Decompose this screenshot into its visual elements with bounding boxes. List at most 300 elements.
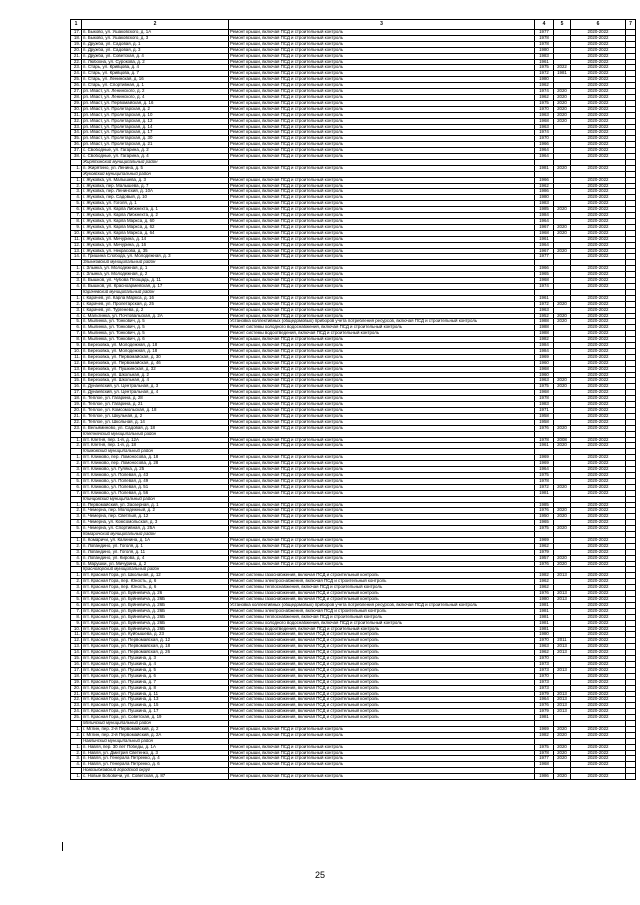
- row-number: 1.: [71, 744, 82, 750]
- year-cell: 1982: [535, 732, 554, 738]
- period-cell: 2020-2022: [571, 656, 626, 662]
- year-cell: 1970: [535, 136, 554, 142]
- row-number: 4.: [71, 472, 82, 478]
- year-cell: 1963: [535, 124, 554, 130]
- year-cell: 1958: [535, 413, 554, 419]
- year-cell: 1962: [535, 83, 554, 89]
- row-number: 31.: [71, 112, 82, 118]
- year2-cell: 1981: [554, 71, 571, 77]
- work-cell: Ремонт крыши, включая ПСД и строительный контроль: [229, 390, 535, 396]
- year2-cell: 2020: [554, 301, 571, 307]
- address-cell: г. Жуковка, ул. Карла Маркса, д. 60: [82, 219, 229, 225]
- year2-cell: 2020: [554, 443, 571, 449]
- work-cell: Ремонт крыши, включая ПСД и строительный контроль: [229, 425, 535, 431]
- year-cell: 1963: [535, 644, 554, 650]
- work-cell: Ремонт крыши, включая ПСД и строительный контроль: [229, 514, 535, 520]
- address-cell: г. Мглин, пер. 2-й Первомайский, д. 2: [82, 726, 229, 732]
- address-cell: г. Карачев, ул. Пролетарская, д. 25: [82, 301, 229, 307]
- year-cell: 1980: [535, 632, 554, 638]
- year2-cell: 2020: [554, 750, 571, 756]
- address-cell: пгт. Клетня, пер. 1-й, д. 18: [82, 443, 229, 449]
- work-cell: Ремонт крыши, включая ПСД и строительный контроль: [229, 443, 535, 449]
- row-number: 12.: [71, 638, 82, 644]
- row-number: 24.: [71, 71, 82, 77]
- address-cell: п. Березовка, ул. Первомайская, д. 46: [82, 360, 229, 366]
- column-header: 4: [535, 20, 554, 30]
- year-cell: 1982: [535, 573, 554, 579]
- address-cell: рп. Иваст, ул. Ленинского, д. 2: [82, 89, 229, 95]
- section-name: Новозыбковский городской округ: [82, 768, 229, 774]
- year-cell: 1969: [535, 537, 554, 543]
- year-cell: 1981: [535, 715, 554, 721]
- year-cell: 1966: [535, 266, 554, 272]
- address-cell: п. Дунаевский, ул. Центральная, д. 4: [82, 390, 229, 396]
- section-name: Жуковский муниципальный район: [82, 171, 229, 177]
- year-cell: 1988: [535, 319, 554, 325]
- address-cell: пгт. Красная Гора, ул. Пушкина, д. 6: [82, 673, 229, 679]
- period-cell: 2020-2022: [571, 77, 626, 83]
- address-cell: г. Жуковка, ул. Мичурина, д. 14: [82, 236, 229, 242]
- work-cell: Ремонт крыши, включая ПСД и строительный контроль: [229, 408, 535, 414]
- period-cell: 2020-2022: [571, 461, 626, 467]
- year-cell: 1981: [535, 620, 554, 626]
- period-cell: 2020-2022: [571, 266, 626, 272]
- work-cell: Ремонт крыши, включая ПСД и строительный контроль: [229, 437, 535, 443]
- address-cell: пгт. Климово, ул. Полевая, д. 49: [82, 478, 229, 484]
- year-cell: 1967: [535, 248, 554, 254]
- year-cell: 1961: [535, 295, 554, 301]
- address-cell: п. Навля, ул. Генерала Петренко, д. 4: [82, 756, 229, 762]
- address-cell: пгт. Красная Гора, ул. Школьная, д. 12: [82, 573, 229, 579]
- section-name: Комаричский муниципальный район: [82, 532, 229, 538]
- year-cell: 1952: [535, 313, 554, 319]
- section-name: Клинцовский муниципальный район: [82, 496, 229, 502]
- period-cell: 2020-2022: [571, 579, 626, 585]
- work-cell: Ремонт системы газоснабжения, включая ПСД и строительный контроль: [229, 661, 535, 667]
- year-cell: 1971: [535, 408, 554, 414]
- year2-cell: 2020: [554, 384, 571, 390]
- work-cell: Ремонт крыши, включая ПСД и строительный контроль: [229, 455, 535, 461]
- period-cell: 2020-2022: [571, 703, 626, 709]
- period-cell: 2020-2022: [571, 472, 626, 478]
- year2-cell: 2020: [554, 726, 571, 732]
- year-cell: 1960: [535, 360, 554, 366]
- year2-cell: 2020: [554, 508, 571, 514]
- address-cell: пгт. Климово, ул. Полевая, д. 51: [82, 484, 229, 490]
- address-cell: п. Жирятино, ул. Ленина, д. 5: [82, 165, 229, 171]
- section-name: Карачевский муниципальный район: [82, 289, 229, 295]
- period-cell: 2020-2022: [571, 100, 626, 106]
- period-cell: 2020-2022: [571, 585, 626, 591]
- column-header: 5: [554, 20, 571, 30]
- period-cell: 2020-2022: [571, 443, 626, 449]
- year-cell: 1975: [535, 384, 554, 390]
- row-number: 25.: [71, 715, 82, 721]
- address-cell: г. Жуковка, ул. Гоголя, д. 1: [82, 201, 229, 207]
- year-cell: 1969: [535, 354, 554, 360]
- period-cell: 2020-2022: [571, 337, 626, 343]
- year-cell: 1981: [535, 602, 554, 608]
- period-cell: 2020-2022: [571, 709, 626, 715]
- work-cell: Ремонт крыши, включая ПСД и строительный контроль: [229, 207, 535, 213]
- work-cell: Ремонт системы водоотведения, включая ПСД и строительный контроль: [229, 331, 535, 337]
- work-cell: Ремонт крыши, включая ПСД и строительный контроль: [229, 750, 535, 756]
- address-cell: пгт. Красная Гора, ул. Буйневича, д. 26: [82, 591, 229, 597]
- row-number: 10.: [71, 626, 82, 632]
- work-cell: Ремонт крыши, включая ПСД и строительный контроль: [229, 762, 535, 768]
- year-cell: 1972: [535, 484, 554, 490]
- period-cell: 2020-2022: [571, 272, 626, 278]
- year-cell: 1986: [535, 774, 554, 780]
- period-cell: 2020-2022: [571, 165, 626, 171]
- year-cell: 1969: [535, 461, 554, 467]
- work-cell: Ремонт крыши, включая ПСД и строительный контроль: [229, 53, 535, 59]
- period-cell: 2020-2022: [571, 343, 626, 349]
- row-number: 4.: [71, 591, 82, 597]
- period-cell: 2020-2022: [571, 219, 626, 225]
- address-cell: пгт. Красная Гора, ул. Пушкина, д. 4: [82, 661, 229, 667]
- year-cell: 1976: [535, 425, 554, 431]
- address-cell: г. Карачев, ул. Карла Маркса, д. 16: [82, 295, 229, 301]
- work-cell: Ремонт крыши, включая ПСД и строительный контроль: [229, 307, 535, 313]
- year-cell: 1968: [535, 230, 554, 236]
- address-cell: пгт. Климово, пер. Ломоносова, д. 18: [82, 455, 229, 461]
- year-cell: 1973: [535, 667, 554, 673]
- period-cell: 2020-2022: [571, 283, 626, 289]
- year2-cell: 2020: [554, 526, 571, 532]
- address-cell: п. Теплое, ул. Гагарина, д. 21: [82, 402, 229, 408]
- year-cell: 1980: [535, 597, 554, 603]
- work-cell: Ремонт крыши, включая ПСД и строительный контроль: [229, 47, 535, 53]
- period-cell: 2020-2022: [571, 35, 626, 41]
- period-cell: 2020-2022: [571, 124, 626, 130]
- year2-cell: 2013: [554, 667, 571, 673]
- row-number: 5.: [71, 526, 82, 532]
- year-cell: 1970: [535, 106, 554, 112]
- work-cell: Ремонт крыши, включая ПСД и строительный контроль: [229, 348, 535, 354]
- address-cell: п. Теплое, ул. Комсомольская, д. 18: [82, 408, 229, 414]
- row-number: 3.: [71, 549, 82, 555]
- work-cell: Ремонт системы газоснабжения, включая ПСД и строительный контроль: [229, 679, 535, 685]
- period-cell: 2020-2022: [571, 632, 626, 638]
- period-cell: 2020-2022: [571, 301, 626, 307]
- work-cell: Ремонт системы газоснабжения, включая ПСД и строительный контроль: [229, 591, 535, 597]
- row-number: 26.: [71, 83, 82, 89]
- row-number: 4.: [71, 283, 82, 289]
- address-cell: пгт. Красная Гора, ул. Советская, д. 19: [82, 715, 229, 721]
- section-name: Жирятинский муниципальный район: [82, 159, 229, 165]
- year-cell: 1979: [535, 709, 554, 715]
- year-cell: 1963: [535, 112, 554, 118]
- column-header: 6: [571, 20, 626, 30]
- period-cell: 2020-2022: [571, 89, 626, 95]
- work-cell: Ремонт крыши, включая ПСД и строительный контроль: [229, 142, 535, 148]
- row-number: 24.: [71, 709, 82, 715]
- work-cell: Ремонт крыши, включая ПСД и строительный контроль: [229, 774, 535, 780]
- page-number: 25: [314, 870, 325, 880]
- row-number: 4.: [71, 520, 82, 526]
- period-cell: 2020-2022: [571, 106, 626, 112]
- address-cell: п. Березовка, ул. Школьная, д. 4: [82, 378, 229, 384]
- year-cell: 1962: [535, 585, 554, 591]
- year-cell: 1975: [535, 100, 554, 106]
- address-cell: пгт. Красная Гора, пер. Юность, д. 6: [82, 579, 229, 585]
- period-cell: 2020-2022: [571, 53, 626, 59]
- period-cell: 2020-2022: [571, 384, 626, 390]
- table-row: [71, 774, 636, 780]
- work-cell: Ремонт системы газоснабжения, включая ПСД и строительный контроль: [229, 691, 535, 697]
- work-cell: Ремонт крыши, включая ПСД и строительный контроль: [229, 106, 535, 112]
- year-cell: 1964: [535, 697, 554, 703]
- address-cell: п. Старь, ул. Спортивная, д. 1: [82, 83, 229, 89]
- address-cell: пгт. Красная Гора, пер. Юность, д. 6: [82, 585, 229, 591]
- period-cell: 2020-2022: [571, 614, 626, 620]
- period-cell: 2020-2022: [571, 195, 626, 201]
- work-cell: Ремонт крыши, включая ПСД и строительный контроль: [229, 148, 535, 154]
- row-number: 8.: [71, 219, 82, 225]
- address-cell: пгт. Красная Гора, ул. Буйневича, д. 26Б: [82, 597, 229, 603]
- row-number: 2.: [71, 543, 82, 549]
- address-cell: п. Березовка, ул. Школьная, д. 2: [82, 372, 229, 378]
- address-cell: пгт. Климово, ул. Полевая, д. 43: [82, 472, 229, 478]
- register-sheet: [70, 19, 635, 780]
- address-cell: п. Мылинка, ул. Тонкович, д. 5: [82, 331, 229, 337]
- year2-cell: 2022: [554, 65, 571, 71]
- work-cell: Ремонт крыши, включая ПСД и строительный контроль: [229, 419, 535, 425]
- period-cell: 2020-2022: [571, 408, 626, 414]
- row-number: 20.: [71, 47, 82, 53]
- work-cell: Ремонт крыши, включая ПСД и строительный контроль: [229, 30, 535, 36]
- year-cell: 1967: [535, 224, 554, 230]
- row-number: 13.: [71, 644, 82, 650]
- row-number: 1.: [71, 177, 82, 183]
- period-cell: 2020-2022: [571, 591, 626, 597]
- row-number: 1.: [71, 502, 82, 508]
- address-cell: п. Березовка, ул. Пушкинская, д. 32: [82, 366, 229, 372]
- address-cell: пгт. Красная Гора, ул. Пушкина, д. 13: [82, 697, 229, 703]
- row-number: 2.: [71, 272, 82, 278]
- address-cell: г. Жуковка, пер. Ленинский, д. 10А: [82, 189, 229, 195]
- period-cell: 2020-2022: [571, 484, 626, 490]
- period-cell: 2020-2022: [571, 726, 626, 732]
- period-cell: 2020-2022: [571, 325, 626, 331]
- work-cell: Ремонт крыши, включая ПСД и строительный контроль: [229, 278, 535, 284]
- year2-cell: 2020: [554, 207, 571, 213]
- work-cell: Ремонт системы газоснабжения, включая ПСД и строительный контроль: [229, 656, 535, 662]
- address-cell: пгт. Красная Гора, ул. Пушкина, д. 11: [82, 691, 229, 697]
- year-cell: 1983: [535, 53, 554, 59]
- address-cell: г. Злынка, ул. Молодежная, д. 2: [82, 272, 229, 278]
- year2-cell: 2020: [554, 118, 571, 124]
- row-number: 2.: [71, 301, 82, 307]
- work-cell: Ремонт системы электроснабжения, включая ПСД и строительный контроль: [229, 579, 535, 585]
- work-cell: Ремонт крыши, включая ПСД и строительный контроль: [229, 561, 535, 567]
- year-cell: 1973: [535, 679, 554, 685]
- year-cell: 1964: [535, 242, 554, 248]
- work-cell: Ремонт крыши, включая ПСД и строительный контроль: [229, 537, 535, 543]
- work-cell: Ремонт системы электроснабжения, включая ПСД и строительный контроль: [229, 608, 535, 614]
- work-cell: Ремонт крыши, включая ПСД и строительный контроль: [229, 366, 535, 372]
- address-cell: п. Дружба, ул. Советская, д. 4: [82, 53, 229, 59]
- row-number: 8.: [71, 614, 82, 620]
- address-cell: пгт. Красная Гора, ул. Первомайская, д. 12: [82, 638, 229, 644]
- work-cell: Ремонт крыши, включая ПСД и строительный контроль: [229, 472, 535, 478]
- period-cell: 2020-2022: [571, 224, 626, 230]
- row-number: 17.: [71, 667, 82, 673]
- address-cell: пгт. Климово, пер. Ломоносова, д. 28: [82, 461, 229, 467]
- period-cell: 2020-2022: [571, 307, 626, 313]
- work-cell: Ремонт системы газоснабжения, включая ПСД и строительный контроль: [229, 650, 535, 656]
- year-cell: 1958: [535, 419, 554, 425]
- row-number: 1.: [71, 726, 82, 732]
- year-cell: 1972: [535, 301, 554, 307]
- year-cell: 1976: [535, 703, 554, 709]
- row-number: 3.: [71, 585, 82, 591]
- year2-cell: 2020: [554, 378, 571, 384]
- period-cell: 2020-2022: [571, 213, 626, 219]
- capital-repair-table: [70, 19, 636, 780]
- period-cell: 2020-2022: [571, 83, 626, 89]
- work-cell: Ремонт крыши, включая ПСД и строительный контроль: [229, 165, 535, 171]
- year2-cell: 2020: [554, 744, 571, 750]
- address-cell: п. Чемерна, ул. Комсомольская, д. 3: [82, 520, 229, 526]
- row-number: 4.: [71, 195, 82, 201]
- year-cell: 1976: [535, 561, 554, 567]
- period-cell: 2020-2022: [571, 148, 626, 154]
- year2-cell: 2020: [554, 313, 571, 319]
- address-cell: рп. Иваст, ул. Пролетарская, д. 10: [82, 112, 229, 118]
- year2-cell: 2020: [554, 561, 571, 567]
- year2-cell: 2020: [554, 514, 571, 520]
- address-cell: п. Старь, ул. Ленинская, д. 16: [82, 77, 229, 83]
- work-cell: Ремонт крыши, включая ПСД и строительный контроль: [229, 372, 535, 378]
- work-cell: Ремонт крыши, включая ПСД и строительный контроль: [229, 201, 535, 207]
- work-cell: Ремонт крыши, включая ПСД и строительный контроль: [229, 83, 535, 89]
- row-number: 11.: [71, 354, 82, 360]
- address-cell: г. Жуковка, ул. Малышева, д. 3: [82, 177, 229, 183]
- row-number: 1.: [71, 573, 82, 579]
- year-cell: 1964: [535, 154, 554, 160]
- year-cell: 1968: [535, 366, 554, 372]
- year2-cell: 2020: [554, 555, 571, 561]
- address-cell: пгт. Красная Гора, ул. Пушкина, д. 8: [82, 685, 229, 691]
- address-cell: рп. Иваст, ул. Пролетарская, д. 30: [82, 136, 229, 142]
- row-number: 3.: [71, 307, 82, 313]
- address-cell: с. Новые Бобовичи, ул. Советская, д. 87: [82, 774, 229, 780]
- address-cell: пгт. Красная Гора, ул. Буйневича, д. 26Б: [82, 608, 229, 614]
- year2-cell: 2020: [554, 89, 571, 95]
- row-number: 23.: [71, 65, 82, 71]
- extra-cell: [626, 774, 636, 780]
- address-cell: рп. Иваст, ул. Пролетарская, д. 2: [82, 106, 229, 112]
- year-cell: 1985: [535, 502, 554, 508]
- period-cell: 2020-2022: [571, 295, 626, 301]
- row-number: 7.: [71, 331, 82, 337]
- work-cell: Ремонт крыши, включая ПСД и строительный контроль: [229, 360, 535, 366]
- work-cell: Ремонт крыши, включая ПСД и строительный контроль: [229, 65, 535, 71]
- address-cell: г. Жуковка, ул. Некрасова, д. 35: [82, 248, 229, 254]
- period-cell: 2020-2022: [571, 732, 626, 738]
- year-cell: 1977: [535, 30, 554, 36]
- work-cell: Ремонт крыши, включая ПСД и строительный контроль: [229, 254, 535, 260]
- work-cell: Ремонт крыши, включая ПСД и строительный контроль: [229, 413, 535, 419]
- row-number: 2.: [71, 732, 82, 738]
- address-cell: п. Дружба, ул. Садовая, д. 3: [82, 47, 229, 53]
- year2-cell: 2013: [554, 703, 571, 709]
- address-cell: пгт. Красная Гора, ул. Буйневича, д. 26Б: [82, 614, 229, 620]
- row-number: 25.: [71, 77, 82, 83]
- work-cell: Ремонт крыши, включая ПСД и строительный контроль: [229, 112, 535, 118]
- period-cell: 2020-2022: [571, 543, 626, 549]
- year-cell: 1968: [535, 762, 554, 768]
- work-cell: Ремонт системы теплоснабжения, включая ПСД и строительный контроль: [229, 614, 535, 620]
- year-cell: 1981: [535, 608, 554, 614]
- work-cell: Ремонт системы газоснабжения, включая ПСД и строительный контроль: [229, 703, 535, 709]
- year-cell: 1973: [535, 661, 554, 667]
- year-cell: 1961: [535, 59, 554, 65]
- work-cell: Ремонт крыши, включая ПСД и строительный контроль: [229, 89, 535, 95]
- year2-cell: 2020: [554, 732, 571, 738]
- work-cell: Ремонт крыши, включая ПСД и строительный контроль: [229, 124, 535, 130]
- period-cell: 2020-2022: [571, 437, 626, 443]
- year2-cell: 2020: [554, 165, 571, 171]
- work-cell: Ремонт крыши, включая ПСД и строительный контроль: [229, 732, 535, 738]
- address-cell: п. Старь, ул. Кривцова, д. 7: [82, 71, 229, 77]
- address-cell: п. Чемерна, пер. Молодежный, д. 2: [82, 508, 229, 514]
- row-number: 7.: [71, 608, 82, 614]
- work-cell: Ремонт крыши, включая ПСД и строительный контроль: [229, 213, 535, 219]
- work-cell: Ремонт системы газоснабжения, включая ПСД и строительный контроль: [229, 597, 535, 603]
- row-number: 30.: [71, 106, 82, 112]
- year-cell: 1978: [535, 396, 554, 402]
- address-cell: п. Первомайский, ул. Заозерная, д. 1: [82, 502, 229, 508]
- work-cell: Ремонт крыши, включая ПСД и строительный контроль: [229, 461, 535, 467]
- period-cell: 2020-2022: [571, 230, 626, 236]
- row-number: 1.: [71, 537, 82, 543]
- address-cell: п. Гришина Слобода, ул. Молодежная, д. 3: [82, 254, 229, 260]
- column-header: 3: [229, 20, 535, 30]
- row-number: 28.: [71, 94, 82, 100]
- year-cell: 1950: [535, 514, 554, 520]
- row-number: 18.: [71, 396, 82, 402]
- year-cell: 1977: [535, 756, 554, 762]
- year-cell: 1979: [535, 549, 554, 555]
- year-cell: 1984: [535, 348, 554, 354]
- work-cell: Ремонт крыши, включая ПСД и строительный контроль: [229, 219, 535, 225]
- period-cell: 2020-2022: [571, 555, 626, 561]
- year-cell: 1965: [535, 520, 554, 526]
- row-number: 37.: [71, 148, 82, 154]
- work-cell: Ремонт крыши, включая ПСД и строительный контроль: [229, 396, 535, 402]
- year2-cell: 2013: [554, 650, 571, 656]
- work-cell: Ремонт крыши, включая ПСД и строительный контроль: [229, 100, 535, 106]
- year2-cell: 2020: [554, 248, 571, 254]
- year-cell: 1975: [535, 472, 554, 478]
- period-cell: 2020-2022: [571, 30, 626, 36]
- row-number: 22.: [71, 697, 82, 703]
- row-number: 11.: [71, 236, 82, 242]
- row-number: 18.: [71, 673, 82, 679]
- row-number: 23.: [71, 425, 82, 431]
- address-cell: г. Жуковка, пер. Малышева, д. 7: [82, 183, 229, 189]
- year-cell: 1975: [535, 744, 554, 750]
- year2-cell: 2013: [554, 591, 571, 597]
- address-cell: пгт. Красная Гора, ул. Пушкина, д. 7: [82, 679, 229, 685]
- work-cell: Ремонт крыши, включая ПСД и строительный контроль: [229, 549, 535, 555]
- period-cell: 2020-2022: [571, 502, 626, 508]
- row-number: 3.: [71, 278, 82, 284]
- year-cell: 1981: [535, 614, 554, 620]
